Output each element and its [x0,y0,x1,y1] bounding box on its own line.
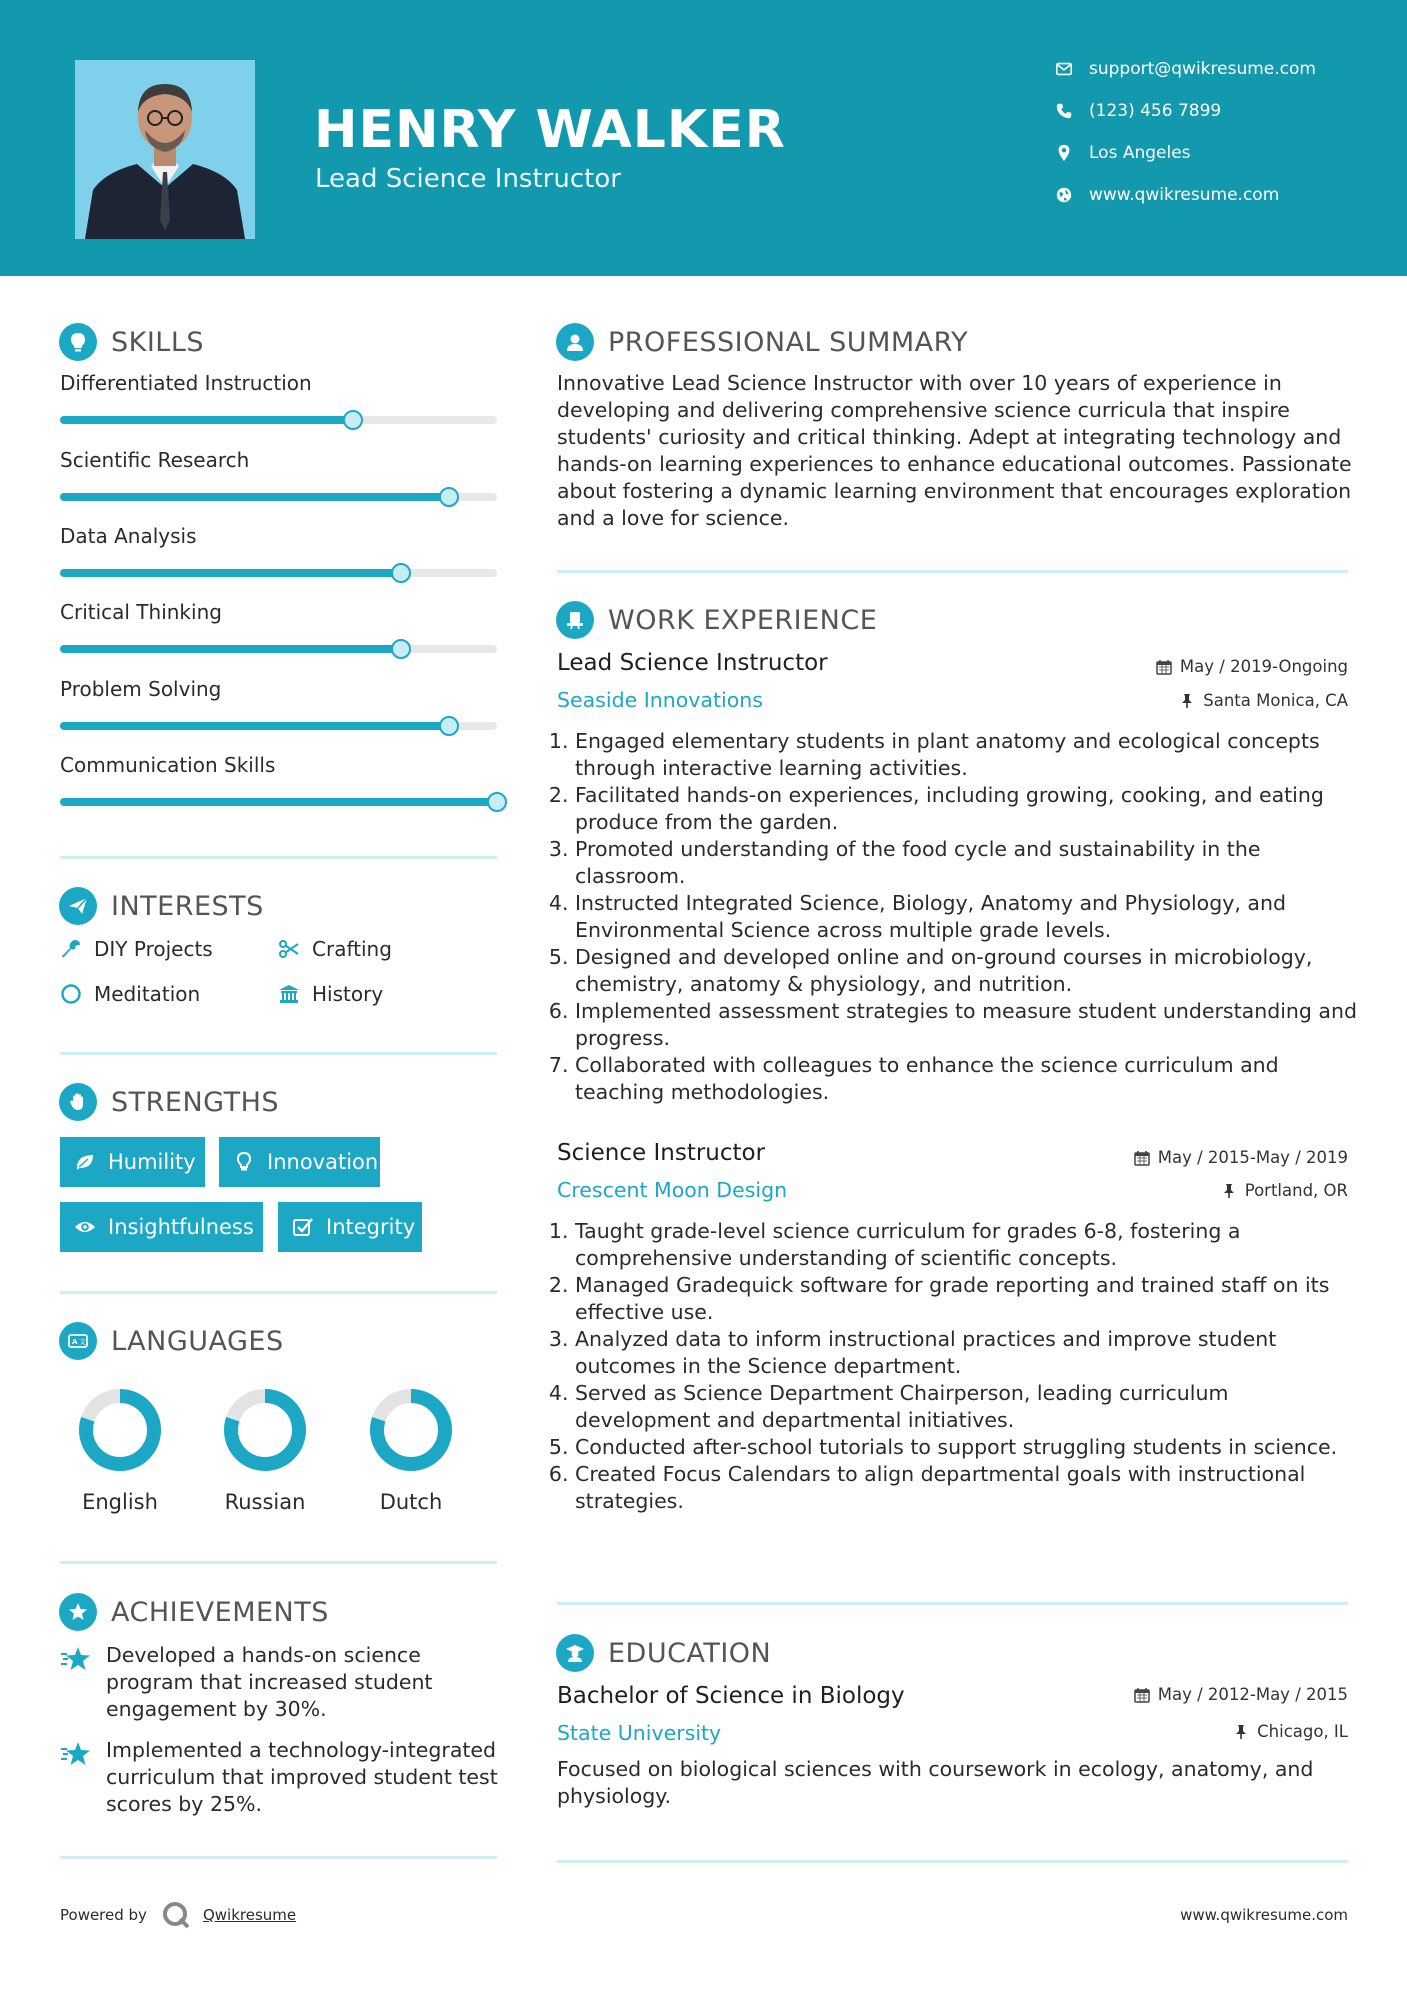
lightbulb-icon [59,323,97,361]
contact-website[interactable] [1055,183,1279,207]
briefcase-icon [556,601,594,639]
skills-heading: SKILLS [59,323,204,361]
section-divider [60,1291,497,1294]
achievement-item: Developed a hands-on science program that increased student engagement by 30%. [60,1642,500,1723]
footer-website[interactable]: www.qwikresume.com [1180,1906,1348,1924]
user-icon [556,323,594,361]
strength-tag: Innovation [219,1137,380,1187]
star-badge-icon [59,1593,97,1631]
language-name: English [82,1490,158,1514]
map-pin-icon [1055,144,1073,162]
section-divider [60,1561,497,1564]
graduate-icon [556,1634,594,1672]
calendar-icon [1134,1150,1150,1166]
strengths-heading: STRENGTHS [59,1083,279,1121]
summary-text: Innovative Lead Science Instructor with over 10 years of experience in developing and delivering comprehensive science curricula that inspire students' curiosity and critical thinking. Adept at integrating technology and hands-on learning experiences to enhance educational outcomes. Passionate about fostering a dynamic learning environment that encourages exploration and a love for science. [557,371,1352,530]
language-icon [59,1322,97,1360]
duty-item: 2. Managed Gradequick software for grade reporting and trained staff on its effective use. [575,1272,1357,1326]
circle-icon [60,983,82,1005]
job-title: Science Instructor [557,1140,766,1166]
skill-name: Communication Skills [60,753,276,777]
hand-icon [59,1083,97,1121]
strength-tag: Insightfulness [60,1202,263,1252]
contact-email[interactable] [1055,57,1316,81]
interests-heading: INTERESTS [59,887,264,925]
skill-bar-fill [60,493,449,501]
language-ring [220,1385,310,1475]
candidate-name: HENRY WALKER [314,100,786,160]
skill-bar-fill [60,416,353,424]
duty-item: 3. Promoted understanding of the food cycle and sustainability in the classroom. [575,836,1357,890]
wrench-icon [60,938,82,960]
pushpin-icon [1233,1724,1249,1740]
lightbulb-icon [233,1151,255,1173]
duty-item: 5. Conducted after-school tutorials to support struggling students in science. [575,1434,1357,1461]
strength-tag: Humility [60,1137,205,1187]
footer-powered-by: Powered by Qwikresume [60,1900,296,1930]
language-name: Dutch [379,1490,443,1514]
eye-icon [74,1216,96,1238]
language-ring-chart [220,1385,310,1475]
phone-icon [1055,102,1073,120]
qwikresume-logo-icon [161,1900,191,1930]
job-location: Portland, OR [1088,1181,1348,1200]
svg-text:文: 文 [79,1338,86,1346]
svg-text:A: A [72,1338,78,1346]
skill-bar [60,569,497,577]
duty-item: 5. Designed and developed online and on-ground courses in microbiology, chemistry, anatomy & physiology, and nutrition. [575,944,1357,998]
duty-item: 1. Engaged elementary students in plant anatomy and ecological concepts through interactive learning activities. [575,728,1357,782]
section-divider [557,1602,1348,1605]
skill-bar [60,722,497,730]
language-ring-chart [75,1385,165,1475]
section-divider [60,1856,497,1859]
section-divider [557,570,1348,573]
contact-website-text: www.qwikresume.com [1089,185,1280,205]
skill-bar [60,493,497,501]
skill-bar-knob [391,639,411,659]
museum-icon [278,983,300,1005]
calendar-icon [1156,659,1172,675]
work-heading: WORK EXPERIENCE [556,601,877,639]
leaf-icon [74,1151,96,1173]
skill-bar-knob [439,487,459,507]
degree-title: Bachelor of Science in Biology [557,1683,905,1709]
skill-name: Scientific Research [60,448,250,472]
interest-item: History [278,982,383,1006]
envelope-icon [1055,60,1073,78]
school-name: State University [557,1721,722,1745]
language-ring-chart [366,1385,456,1475]
job-title: Lead Science Instructor [557,650,828,676]
achievement-item: Implemented a technology-integrated curriculum that improved student test scores by 25%. [60,1737,500,1818]
skill-bar-knob [391,563,411,583]
contact-phone-text: (123) 456 7899 [1089,101,1222,121]
section-divider [557,1860,1348,1863]
summary-heading: PROFESSIONAL SUMMARY [556,323,968,361]
skill-bar-knob [439,716,459,736]
skill-bar-knob [487,792,507,812]
achievements-heading: ACHIEVEMENTS [59,1593,329,1631]
skill-bar-fill [60,645,401,653]
company-name: Crescent Moon Design [557,1178,788,1202]
duty-item: 1. Taught grade-level science curriculum for grades 6-8, fostering a comprehensive understanding of scientific concepts. [575,1218,1357,1272]
languages-heading: A 文 LANGUAGES [59,1322,284,1360]
duty-item: 4. Instructed Integrated Science, Biology, Anatomy and Physiology, and Environmental Science across multiple grade levels. [575,890,1357,944]
star-icon [60,1644,92,1676]
skill-bar [60,798,497,806]
job-location: Santa Monica, CA [1088,691,1348,710]
checkbox-icon [292,1216,314,1238]
job-dates: May / 2015-May / 2019 [1088,1148,1348,1167]
job-duties [557,1218,1357,1515]
skill-bar-fill [60,722,449,730]
contact-phone[interactable] [1055,99,1221,123]
education-location: Chicago, IL [1088,1722,1348,1741]
contact-location-text: Los Angeles [1089,143,1191,163]
duty-item: 7. Collaborated with colleagues to enhance the science curriculum and teaching methodologies. [575,1052,1357,1106]
company-name: Seaside Innovations [557,688,763,712]
skill-name: Data Analysis [60,524,197,548]
skill-bar-knob [343,410,363,430]
section-divider [60,856,497,859]
interest-item: DIY Projects [60,937,213,961]
strength-tag: Integrity [278,1202,422,1252]
footer-brand-link[interactable]: Qwikresume [202,1906,297,1924]
pushpin-icon [1179,693,1195,709]
duty-item: 6. Created Focus Calendars to align departmental goals with instructional strategies. [575,1461,1357,1515]
education-dates: May / 2012-May / 2015 [1088,1685,1348,1704]
skill-bar [60,416,497,424]
contact-location [1055,141,1191,165]
pushpin-icon [1221,1183,1237,1199]
interest-item: Meditation [60,982,200,1006]
interest-item: Crafting [278,937,392,961]
education-heading: EDUCATION [556,1634,771,1672]
language-name: Russian [224,1490,306,1514]
candidate-title: Lead Science Instructor [315,164,621,194]
duty-item: 6. Implemented assessment strategies to measure student understanding and progress. [575,998,1357,1052]
duty-item: 3. Analyzed data to inform instructional practices and improve student outcomes in the Science department. [575,1326,1357,1380]
scissors-icon [278,938,300,960]
education-description: Focused on biological sciences with coursework in ecology, anatomy, and physiology. [557,1757,1314,1808]
calendar-icon [1134,1687,1150,1703]
globe-icon [1055,186,1073,204]
contact-email-text: support@qwikresume.com [1089,59,1316,79]
job-duties [557,728,1357,1106]
skill-name: Differentiated Instruction [60,371,312,395]
skill-bar-fill [60,569,401,577]
duty-item: 2. Facilitated hands-on experiences, including growing, cooking, and eating produce from the garden. [575,782,1357,836]
profile-photo [75,60,255,239]
language-ring [366,1385,456,1475]
section-divider [60,1052,497,1055]
star-icon [60,1739,92,1771]
language-ring [75,1385,165,1475]
skill-name: Problem Solving [60,677,222,701]
skill-bar-fill [60,798,497,806]
paper-plane-icon [59,887,97,925]
skill-name: Critical Thinking [60,600,222,624]
duty-item: 4. Served as Science Department Chairperson, leading curriculum development and departmental initiatives. [575,1380,1357,1434]
job-dates: May / 2019-Ongoing [1088,657,1348,676]
skill-bar [60,645,497,653]
